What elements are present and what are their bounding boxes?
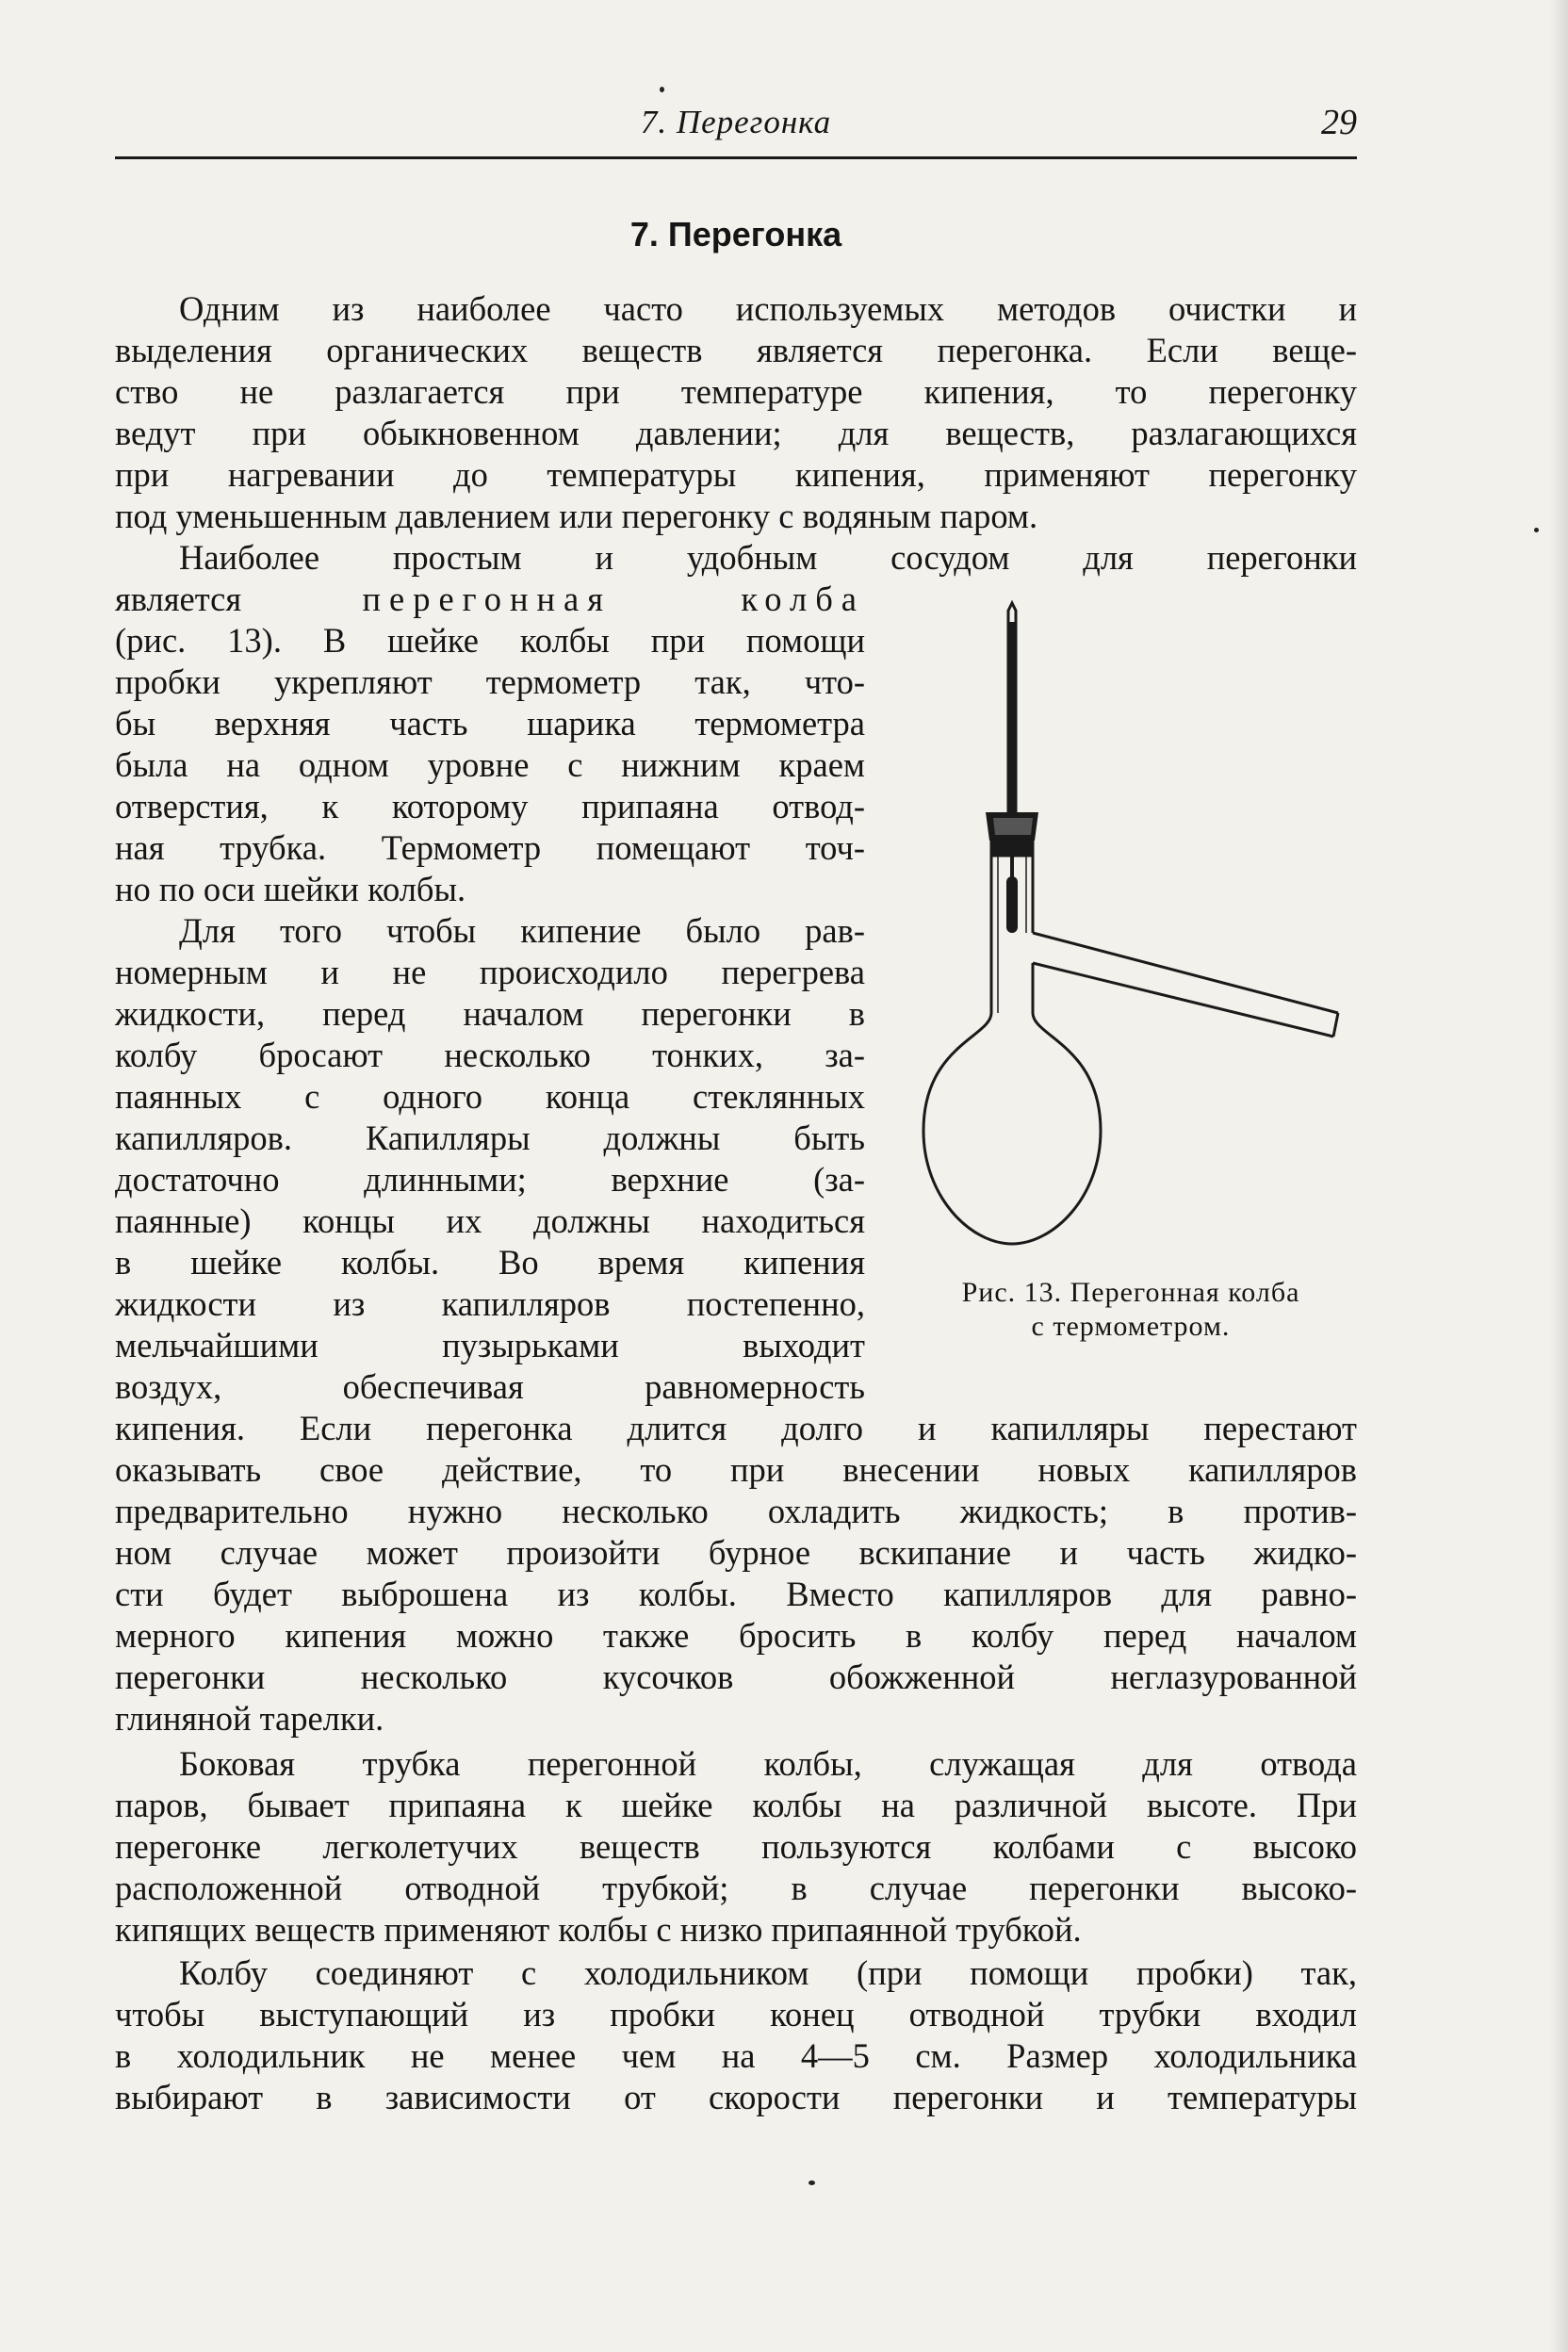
paragraph-capillaries-continued: [115, 1408, 1357, 1740]
text-line: жидкости из капилляров постепенно,: [115, 1284, 865, 1323]
page-number: 29: [1321, 103, 1357, 142]
text-line: колбу бросают несколько тонких, за-: [115, 1036, 865, 1074]
text-line: под уменьшенным давлением или перегонку с водяным паром.: [115, 497, 1038, 535]
print-speck: [660, 87, 664, 92]
paragraph-condenser: [115, 1952, 1357, 2118]
running-title: 7. Перегонка: [640, 104, 832, 140]
text-line: Для того чтобы кипение было рав-: [179, 911, 865, 950]
text-line: была на одном уровне с нижним краем: [115, 745, 865, 784]
text-line: но по оси шейки колбы.: [115, 870, 466, 908]
text-line: мерного кипения можно также бросить в колбу перед началом: [115, 1616, 1357, 1655]
text-fragment: является: [115, 580, 242, 618]
text-line: паянные) концы их должны находиться: [115, 1201, 865, 1240]
text-line: пробки укрепляют термометр так, что-: [115, 662, 865, 701]
page-edge-shadow: [1549, 0, 1568, 2352]
text-line: предварительно нужно несколько охладить жидкость; в против-: [115, 1492, 1357, 1530]
text-line: ведут при обыкновенном давлении; для веществ, разлагающихся: [115, 414, 1357, 452]
header-rule: [115, 156, 1357, 159]
text-line: Боковая трубка перегонной колбы, служащая для отвода: [179, 1744, 1357, 1783]
thermometer-bulb: [1006, 856, 1018, 933]
text-line: перегонки несколько кусочков обожженной неглазурованной: [115, 1658, 1357, 1696]
side-tube: [1033, 933, 1338, 1037]
paragraph-side-tube: [115, 1743, 1357, 1951]
text-line: при нагревании до температуры кипения, применяют перегонку: [115, 455, 1357, 494]
print-speck: [1534, 528, 1539, 532]
text-line: оказывать свое действие, то при внесении новых капилляров: [115, 1450, 1357, 1489]
text-line: в шейке колбы. Во время кипения: [115, 1243, 865, 1282]
text-line: расположенной отводной трубкой; в случае перегонки высоко-: [115, 1869, 1357, 1907]
text-line: Одним из наиболее часто используемых методов очистки и: [179, 289, 1357, 328]
print-speck: [808, 2180, 815, 2185]
text-line: выделения органических веществ является перегонка. Если веще-: [115, 331, 1357, 369]
section-title: 7. Перегонка: [629, 215, 842, 253]
text-line: паянных с одного конца стеклянных: [115, 1077, 865, 1116]
text-line: мельчайшими пузырьками выходит: [115, 1326, 865, 1364]
paragraph-flask-column: [115, 579, 865, 910]
text-line: ном случае может произойти бурное вскипание и часть жидко-: [115, 1533, 1357, 1572]
thermometer: [1008, 603, 1016, 820]
text-line: жидкости, перед началом перегонки в: [115, 994, 865, 1033]
cork-stopper: [986, 812, 1038, 841]
text-line-spaced: [115, 579, 865, 620]
distillation-flask-figure: [905, 594, 1357, 1253]
distillation-flask-drawing: [905, 594, 1357, 1253]
text-line: ная трубка. Термометр помещают точ-: [115, 828, 865, 867]
spaced-term: перегонная колба: [362, 580, 866, 618]
text-line: (рис. 13). В шейке колбы при помощи: [115, 621, 865, 660]
text-line: паров, бывает припаяна к шейке колбы на различной высоте. При: [115, 1786, 1357, 1824]
text-line: Наиболее простым и удобным сосудом для перегонки: [179, 538, 1357, 577]
text-line: кипящих веществ применяют колбы с низко припаянной трубкой.: [115, 1910, 1082, 1949]
caption-line: Рис. 13. Перегонная колба: [961, 1277, 1300, 1308]
paragraph-capillaries-column: [115, 910, 865, 1408]
text-line: в холодильник не менее чем на 4—5 см. Размер холодильника: [115, 2036, 1357, 2075]
paragraph-intro: [115, 288, 1357, 537]
text-line: глиняной тарелки.: [115, 1699, 384, 1738]
text-line: чтобы выступающий из пробки конец отводной трубки входил: [115, 1995, 1357, 2034]
text-line: ство не разлагается при температуре кипения, то перегонку: [115, 372, 1357, 411]
text-line: бы верхняя часть шарика термометра: [115, 704, 865, 743]
text-line: капилляров. Капилляры должны быть: [115, 1119, 865, 1157]
text-line: перегонке легколетучих веществ пользуются колбами с высоко: [115, 1827, 1357, 1866]
text-line: воздух, обеспечивая равномерность: [115, 1367, 865, 1406]
running-head: [115, 102, 1357, 158]
paragraph-flask-first-line: [115, 537, 1357, 579]
text-line: кипения. Если перегонка длится долго и капилляры перестают: [115, 1409, 1357, 1447]
text-line: номерным и не происходило перегрева: [115, 953, 865, 991]
text-line: достаточно длинными; верхние (за-: [115, 1160, 865, 1199]
text-line: отверстия, к которому припаяна отвод-: [115, 787, 865, 825]
text-line: выбирают в зависимости от скорости перегонки и температуры: [115, 2078, 1357, 2116]
text-line: сти будет выброшена из колбы. Вместо капилляров для равно-: [115, 1575, 1357, 1613]
text-line: Колбу соединяют с холодильником (при помощи пробки) так,: [179, 1953, 1357, 1992]
flask-bulb: [923, 1013, 1101, 1244]
figure-caption: [905, 1276, 1357, 1344]
caption-line: с термометром.: [1031, 1311, 1231, 1342]
